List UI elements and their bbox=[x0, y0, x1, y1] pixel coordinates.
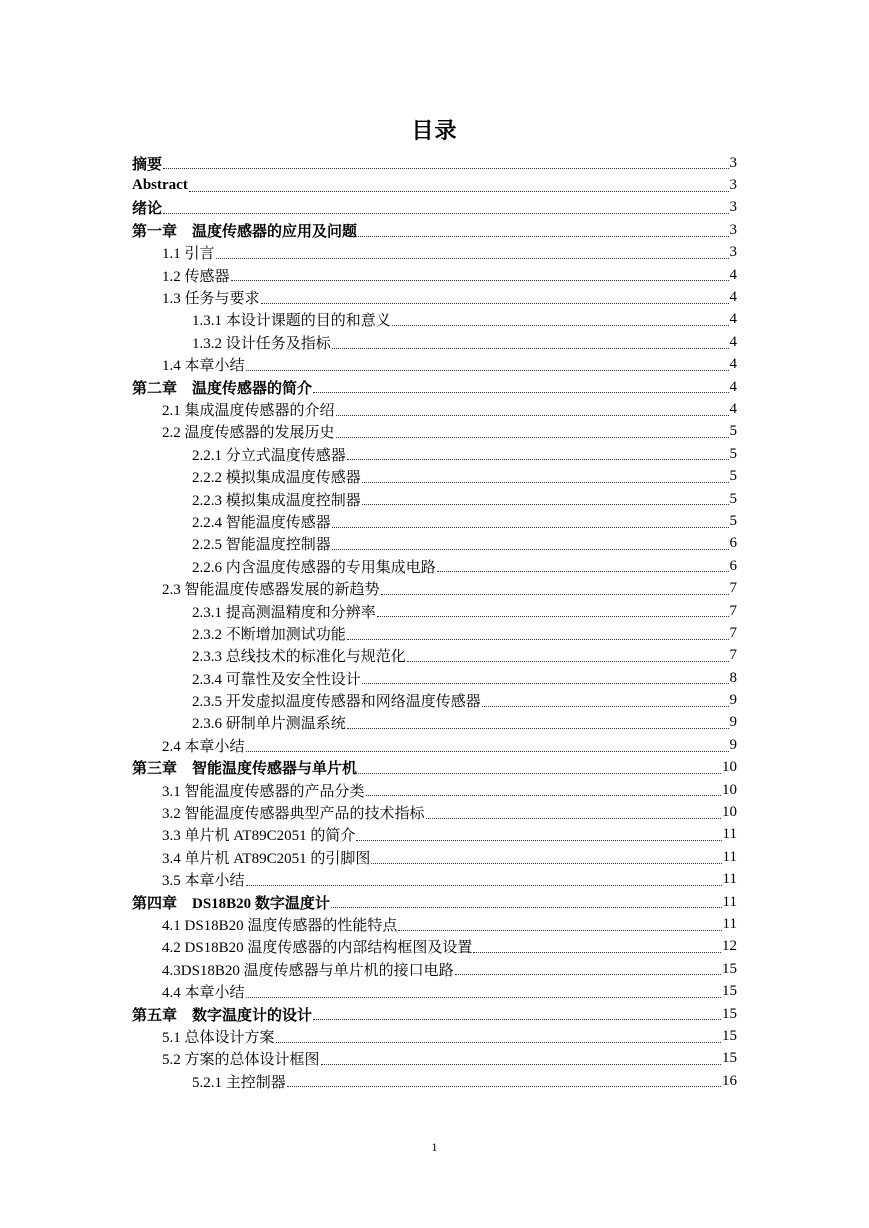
toc-entry-page: 15 bbox=[722, 1050, 737, 1067]
toc-entry[interactable] bbox=[132, 242, 737, 264]
toc-entry-page: 9 bbox=[729, 736, 737, 753]
toc-entry[interactable] bbox=[132, 1070, 737, 1092]
toc-entry[interactable] bbox=[132, 331, 737, 353]
toc-entry-title: 1.3.1 本设计课题的目的和意义 bbox=[192, 313, 391, 330]
toc-entry-page: 5 bbox=[729, 512, 737, 529]
toc-entry-page: 6 bbox=[729, 557, 737, 574]
toc-entry[interactable] bbox=[132, 801, 737, 823]
dot-leader bbox=[407, 661, 729, 662]
toc-entry[interactable] bbox=[132, 510, 737, 532]
toc-entry-page: 7 bbox=[729, 647, 737, 664]
dot-leader bbox=[437, 571, 729, 572]
dot-leader bbox=[358, 773, 721, 774]
toc-entry-title: 2.3.3 总线技术的标准化与规范化 bbox=[192, 649, 406, 666]
toc-entry-title: 1.4 本章小结 bbox=[162, 358, 245, 375]
toc-entry-title: 1.3.2 设计任务及指标 bbox=[192, 335, 331, 352]
page-number: 1 bbox=[431, 1140, 438, 1154]
dot-leader bbox=[313, 392, 728, 393]
toc-entry[interactable] bbox=[132, 219, 737, 241]
page-title: 目录 bbox=[411, 118, 458, 143]
toc-entry-title: 5.1 总体设计方案 bbox=[162, 1029, 275, 1046]
dot-leader bbox=[366, 795, 721, 796]
toc-entry-page: 3 bbox=[729, 244, 737, 261]
toc-entry[interactable] bbox=[132, 174, 737, 196]
toc-entry[interactable] bbox=[132, 600, 737, 622]
toc-entry-page: 15 bbox=[722, 960, 737, 977]
toc-entry-title: 2.1 集成温度传感器的介绍 bbox=[162, 402, 335, 419]
toc-entry[interactable] bbox=[132, 824, 737, 846]
toc-entry[interactable] bbox=[132, 689, 737, 711]
toc-entry-title: 4.1 DS18B20 温度传感器的性能特点 bbox=[162, 917, 398, 934]
toc-entry-page: 4 bbox=[729, 378, 737, 395]
toc-entry-title: 3.3 单片机 AT89C2051 的简介 bbox=[162, 828, 356, 845]
toc-entry-title: 绪论 bbox=[132, 201, 163, 218]
toc-entry[interactable] bbox=[132, 645, 737, 667]
toc-entry[interactable] bbox=[132, 1025, 737, 1047]
dot-leader bbox=[336, 415, 729, 416]
toc-entry-title: 2.2.2 模拟集成温度传感器 bbox=[192, 470, 361, 487]
toc-entry[interactable] bbox=[132, 667, 737, 689]
dot-leader bbox=[356, 840, 721, 841]
toc-entry-page: 6 bbox=[729, 535, 737, 552]
toc-entry-page: 11 bbox=[722, 871, 737, 888]
toc-entry-page: 9 bbox=[729, 692, 737, 709]
toc-entry[interactable] bbox=[132, 869, 737, 891]
toc-entry[interactable] bbox=[132, 555, 737, 577]
toc-entry-title: 摘要 bbox=[132, 156, 163, 173]
dot-leader bbox=[482, 706, 729, 707]
toc-entry-title: 2.4 本章小结 bbox=[162, 738, 245, 755]
dot-leader bbox=[371, 863, 721, 864]
toc-entry-page: 15 bbox=[722, 1027, 737, 1044]
toc-entry-title: 2.2.5 智能温度控制器 bbox=[192, 537, 331, 554]
dot-leader bbox=[231, 280, 729, 281]
toc-entry[interactable] bbox=[132, 376, 737, 398]
toc-entry-page: 4 bbox=[729, 400, 737, 417]
toc-entry[interactable] bbox=[132, 757, 737, 779]
dot-leader bbox=[246, 751, 729, 752]
toc-entry[interactable] bbox=[132, 958, 737, 980]
toc-entry[interactable] bbox=[132, 354, 737, 376]
toc-entry-title: 2.3.6 研制单片测温系统 bbox=[192, 716, 346, 733]
toc-entry-page: 3 bbox=[729, 177, 737, 194]
toc-entry-page: 7 bbox=[729, 624, 737, 641]
toc-entry-title: 2.2.6 内含温度传感器的专用集成电路 bbox=[192, 559, 436, 576]
dot-leader bbox=[362, 504, 729, 505]
toc-entry-page: 10 bbox=[722, 804, 737, 821]
toc-entry-page: 10 bbox=[722, 781, 737, 798]
toc-entry-page: 3 bbox=[729, 221, 737, 238]
toc-entry-title: 2.2.1 分立式温度传感器 bbox=[192, 447, 346, 464]
dot-leader bbox=[347, 728, 729, 729]
toc-entry[interactable] bbox=[132, 152, 737, 174]
toc-entry[interactable] bbox=[132, 779, 737, 801]
dot-leader bbox=[381, 594, 729, 595]
toc-entry-title: 5.2.1 主控制器 bbox=[192, 1074, 286, 1091]
toc-entry-page: 8 bbox=[729, 669, 737, 686]
toc-entry[interactable] bbox=[132, 712, 737, 734]
toc-entry-page: 15 bbox=[722, 983, 737, 1000]
dot-leader bbox=[332, 527, 729, 528]
dot-leader bbox=[261, 303, 729, 304]
toc-entry-page: 15 bbox=[722, 1005, 737, 1022]
toc-entry[interactable] bbox=[132, 913, 737, 935]
dot-leader bbox=[362, 683, 729, 684]
toc-entry-page: 9 bbox=[729, 714, 737, 731]
toc-entry[interactable] bbox=[132, 734, 737, 756]
toc-entry[interactable] bbox=[132, 891, 737, 913]
toc-entry-title: 1.3 任务与要求 bbox=[162, 291, 260, 308]
toc-entry-page: 3 bbox=[729, 199, 737, 216]
toc-entry-page: 5 bbox=[729, 490, 737, 507]
toc-entry[interactable] bbox=[132, 465, 737, 487]
dot-leader bbox=[287, 1086, 721, 1087]
dot-leader bbox=[347, 459, 729, 460]
toc-entry[interactable] bbox=[132, 936, 737, 958]
toc-entry-page: 4 bbox=[729, 356, 737, 373]
toc-entry-page: 5 bbox=[729, 468, 737, 485]
dot-leader bbox=[377, 616, 729, 617]
toc-entry-page: 4 bbox=[729, 266, 737, 283]
toc-entry-title: 第一章 温度传感器的应用及问题 bbox=[132, 223, 358, 240]
toc-entry-page: 10 bbox=[722, 759, 737, 776]
dot-leader bbox=[398, 930, 721, 931]
dot-leader bbox=[347, 639, 729, 640]
toc-entry-title: 2.2 温度传感器的发展历史 bbox=[162, 425, 335, 442]
dot-leader bbox=[332, 348, 729, 349]
toc-entry-page: 4 bbox=[729, 311, 737, 328]
toc-entry-page: 4 bbox=[729, 333, 737, 350]
toc-entry[interactable] bbox=[132, 264, 737, 286]
toc-entry-title: 4.4 本章小结 bbox=[162, 985, 245, 1002]
dot-leader bbox=[246, 370, 729, 371]
toc-entry-page: 11 bbox=[722, 848, 737, 865]
toc-entry-page: 11 bbox=[722, 893, 737, 910]
dot-leader bbox=[163, 168, 728, 169]
toc-entry-title: 5.2 方案的总体设计框图 bbox=[162, 1052, 320, 1069]
toc-entry[interactable] bbox=[132, 443, 737, 465]
toc-entry-title: 第五章 数字温度计的设计 bbox=[132, 1007, 313, 1024]
toc-entry-title: 2.3.1 提高测温精度和分辨率 bbox=[192, 604, 376, 621]
toc-entry-title: Abstract bbox=[132, 177, 188, 194]
toc-entry[interactable] bbox=[132, 577, 737, 599]
toc-entry-title: 3.2 智能温度传感器典型产品的技术指标 bbox=[162, 806, 425, 823]
toc-entry-page: 5 bbox=[729, 445, 737, 462]
dot-leader bbox=[392, 325, 729, 326]
dot-leader bbox=[216, 258, 729, 259]
toc-entry[interactable] bbox=[132, 488, 737, 510]
toc-entry-title: 3.5 本章小结 bbox=[162, 873, 245, 890]
toc-entry-title: 2.3 智能温度传感器发展的新趋势 bbox=[162, 582, 380, 599]
toc-entry[interactable] bbox=[132, 1048, 737, 1070]
toc-entry-page: 16 bbox=[722, 1072, 737, 1089]
toc-entry-title: 3.4 单片机 AT89C2051 的引脚图 bbox=[162, 850, 371, 867]
toc-entry-title: 2.3.2 不断增加测试功能 bbox=[192, 626, 346, 643]
toc-entry[interactable] bbox=[132, 197, 737, 219]
toc-entry-page: 3 bbox=[729, 154, 737, 171]
toc-entry-title: 2.2.3 模拟集成温度控制器 bbox=[192, 492, 361, 509]
dot-leader bbox=[426, 818, 721, 819]
toc-entry-title: 3.1 智能温度传感器的产品分类 bbox=[162, 783, 365, 800]
toc-entry-page: 7 bbox=[729, 580, 737, 597]
toc-entry-title: 第二章 温度传感器的简介 bbox=[132, 380, 313, 397]
dot-leader bbox=[246, 997, 721, 998]
toc-entry-title: 4.2 DS18B20 温度传感器的内部结构框图及设置 bbox=[162, 940, 473, 957]
table-of-contents bbox=[132, 152, 737, 1092]
dot-leader bbox=[473, 952, 721, 953]
toc-entry-title: 1.2 传感器 bbox=[162, 268, 230, 285]
toc-entry-page: 11 bbox=[722, 915, 737, 932]
toc-entry[interactable] bbox=[132, 398, 737, 420]
toc-entry-title: 2.2.4 智能温度传感器 bbox=[192, 514, 331, 531]
toc-entry[interactable] bbox=[132, 622, 737, 644]
dot-leader bbox=[336, 437, 729, 438]
toc-entry[interactable] bbox=[132, 846, 737, 868]
toc-entry[interactable] bbox=[132, 421, 737, 443]
dot-leader bbox=[246, 885, 722, 886]
toc-entry[interactable] bbox=[132, 533, 737, 555]
toc-entry-page: 11 bbox=[722, 826, 737, 843]
toc-entry-page: 5 bbox=[729, 423, 737, 440]
dot-leader bbox=[189, 191, 729, 192]
toc-entry-page: 4 bbox=[729, 289, 737, 306]
toc-entry[interactable] bbox=[132, 980, 737, 1002]
toc-entry-title: 第四章 DS18B20 数字温度计 bbox=[132, 895, 330, 912]
toc-entry-title: 第三章 智能温度传感器与单片机 bbox=[132, 761, 358, 778]
dot-leader bbox=[331, 907, 722, 908]
dot-leader bbox=[362, 482, 729, 483]
toc-entry-title: 2.3.5 开发虚拟温度传感器和网络温度传感器 bbox=[192, 694, 481, 711]
dot-leader bbox=[332, 549, 729, 550]
toc-entry-page: 12 bbox=[722, 938, 737, 955]
toc-entry-title: 1.1 引言 bbox=[162, 246, 215, 263]
dot-leader bbox=[163, 213, 728, 214]
dot-leader bbox=[358, 236, 728, 237]
toc-entry-title: 2.3.4 可靠性及安全性设计 bbox=[192, 671, 361, 688]
toc-entry[interactable] bbox=[132, 1003, 737, 1025]
toc-entry-title: 4.3DS18B20 温度传感器与单片机的接口电路 bbox=[162, 962, 454, 979]
dot-leader bbox=[276, 1042, 721, 1043]
toc-entry-page: 7 bbox=[729, 602, 737, 619]
dot-leader bbox=[313, 1019, 721, 1020]
dot-leader bbox=[455, 974, 721, 975]
toc-entry[interactable] bbox=[132, 286, 737, 308]
toc-entry[interactable] bbox=[132, 309, 737, 331]
dot-leader bbox=[321, 1064, 721, 1065]
